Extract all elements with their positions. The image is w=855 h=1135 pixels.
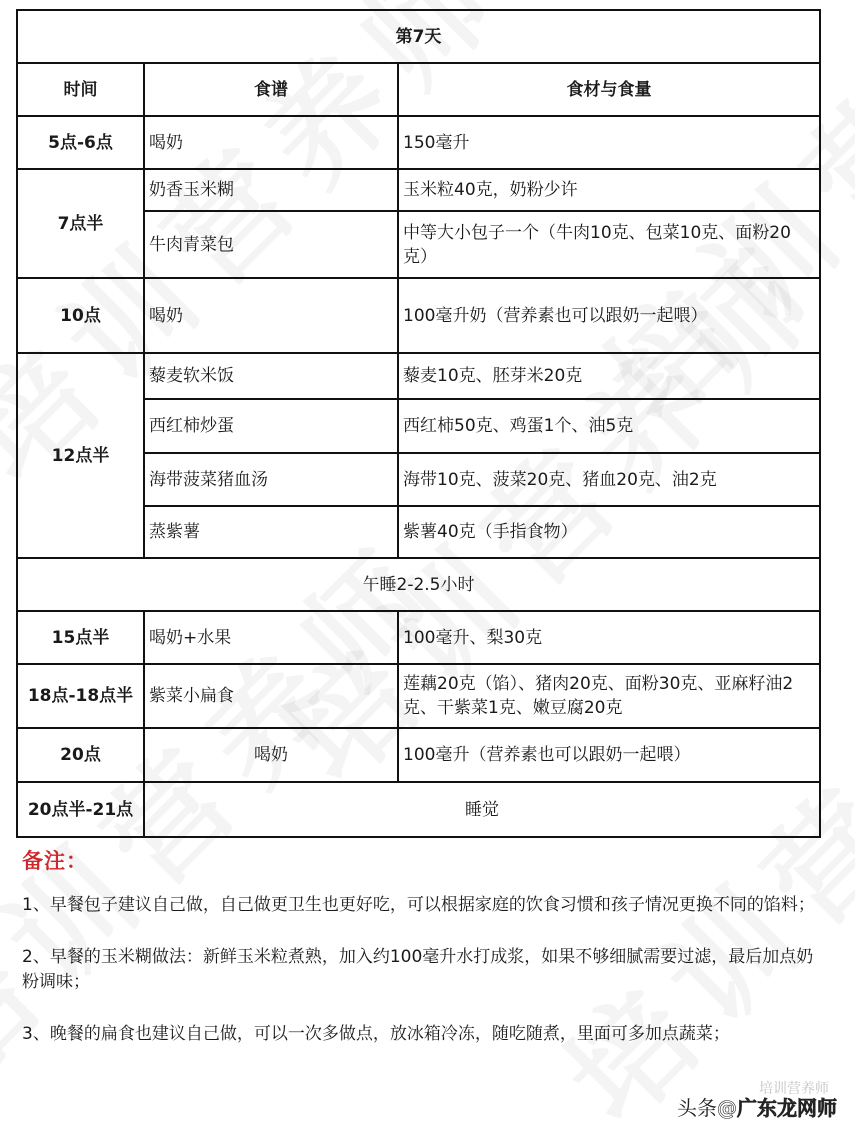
recipe-cell: 奶香玉米糊 [144, 169, 398, 211]
table-row [17, 782, 820, 837]
notes-section [22, 845, 822, 1074]
faint-watermark-text: 培训营养师 [759, 1081, 829, 1097]
ingredients-cell: 中等大小包子一个（牛肉10克、包菜10克、面粉20克） [398, 211, 820, 278]
ingredients-cell: 西红柿50克、鸡蛋1个、油5克 [398, 399, 820, 453]
table-row [17, 728, 820, 782]
recipe-cell: 海带菠菜猪血汤 [144, 453, 398, 506]
note-item: 1、早餐包子建议自己做，自己做更卫生也更好吃，可以根据家庭的饮食习惯和孩子情况更换不同的馅料； [22, 895, 815, 915]
note-item: 3、晚餐的扁食也建议自己做，可以一次多做点，放冰箱冷冻，随吃随煮，里面可多加点蔬菜； [22, 1024, 730, 1044]
ingredients-cell: 100毫升、梨30克 [398, 611, 820, 664]
watermark-prefix: 头条 [677, 1096, 717, 1120]
title-row [17, 10, 820, 63]
notes-title: 备注： [22, 849, 88, 873]
ingredients-cell: 玉米粒40克，奶粉少许 [398, 169, 820, 211]
ingredients-cell: 100毫升（营养素也可以跟奶一起喂） [398, 728, 820, 782]
recipe-cell: 藜麦软米饭 [144, 353, 398, 399]
time-cell: 7点半 [17, 169, 144, 278]
nap-cell: 午睡2-2.5小时 [17, 558, 820, 611]
header-ingredients: 食材与食量 [398, 63, 820, 116]
table-row [17, 611, 820, 664]
time-cell: 20点 [17, 728, 144, 782]
time-cell: 10点 [17, 278, 144, 353]
ingredients-cell: 150毫升 [398, 116, 820, 169]
header-recipe: 食谱 [144, 63, 398, 116]
time-cell: 15点半 [17, 611, 144, 664]
activity-cell: 睡觉 [144, 782, 820, 837]
ingredients-cell: 海带10克、菠菜20克、猪血20克、油2克 [398, 453, 820, 506]
ingredients-cell: 莲藕20克（馅）、猪肉20克、面粉30克、亚麻籽油2克、干紫菜1克、嫩豆腐20克 [398, 664, 820, 728]
table-row [17, 278, 820, 353]
note-item: 2、早餐的玉米糊做法：新鲜玉米粒煮熟，加入约100毫升水打成浆，如果不够细腻需要过滤，最后加点奶粉调味； [22, 947, 814, 992]
meal-plan-table [16, 9, 821, 838]
recipe-cell: 喝奶 [144, 728, 398, 782]
table-row [17, 353, 820, 399]
time-cell: 5点-6点 [17, 116, 144, 169]
time-cell: 20点半-21点 [17, 782, 144, 837]
table-row [17, 116, 820, 169]
recipe-cell: 西红柿炒蛋 [144, 399, 398, 453]
recipe-cell: 紫菜小扁食 [144, 664, 398, 728]
table-row [17, 169, 820, 211]
ingredients-cell: 100毫升奶（营养素也可以跟奶一起喂） [398, 278, 820, 353]
table-title: 第7天 [17, 10, 820, 63]
ingredients-cell: 紫薯40克（手指食物） [398, 506, 820, 558]
table-row [17, 664, 820, 728]
watermark-handle: @广东龙网师 [717, 1096, 837, 1120]
recipe-cell: 喝奶 [144, 116, 398, 169]
header-row [17, 63, 820, 116]
recipe-cell: 蒸紫薯 [144, 506, 398, 558]
recipe-cell: 喝奶 [144, 278, 398, 353]
ingredients-cell: 藜麦10克、胚芽米20克 [398, 353, 820, 399]
time-cell: 12点半 [17, 353, 144, 558]
time-cell: 18点-18点半 [17, 664, 144, 728]
nap-row [17, 558, 820, 611]
source-watermark [677, 1081, 837, 1121]
header-time: 时间 [17, 63, 144, 116]
recipe-cell: 牛肉青菜包 [144, 211, 398, 278]
recipe-cell: 喝奶+水果 [144, 611, 398, 664]
